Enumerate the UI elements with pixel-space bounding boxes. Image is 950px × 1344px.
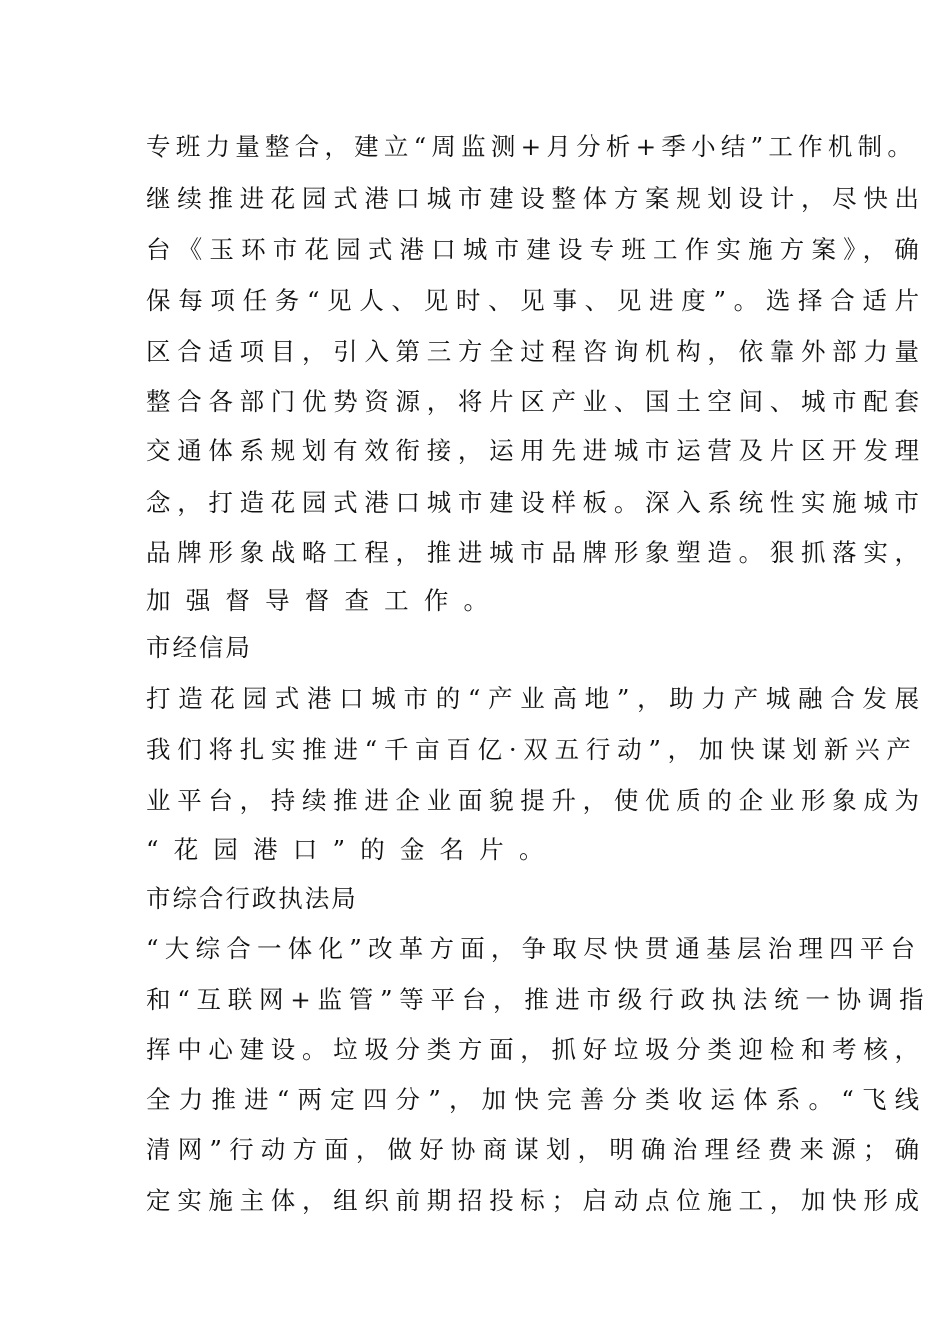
body-text-line: 念，打造花园式港口城市建设样板。深入系统性实施城市: [146, 488, 926, 517]
body-text-line: 保每项任务“见人、见时、见事、见进度”。选择合适片: [146, 286, 927, 315]
section-heading: 市经信局: [146, 633, 252, 662]
body-text-line: 清网”行动方面，做好协商谋划，明确治理经费来源；确: [146, 1135, 927, 1164]
section-heading: 市综合行政执法局: [146, 884, 358, 913]
body-text-line: 定实施主体，组织前期招投标；启动点位施工，加快形成: [146, 1186, 926, 1215]
body-text-line: 挥中心建设。垃圾分类方面，抓好垃圾分类迎检和考核，: [146, 1035, 926, 1064]
body-text-line: 继续推进花园式港口城市建设整体方案规划设计，尽快出: [146, 184, 926, 213]
body-text-line: 专班力量整合，建立“周监测+月分析+季小结”工作机制。: [146, 132, 918, 161]
body-text-line: 和“互联网+监管”等平台，推进市级行政执法统一协调指: [146, 985, 931, 1014]
body-text-line: 全力推进“两定四分”，加快完善分类收运体系。“飞线: [146, 1085, 928, 1114]
body-text-line: 品牌形象战略工程，推进城市品牌形象塑造。狠抓落实，: [146, 538, 926, 567]
body-text-line: 我们将扎实推进“千亩百亿·双五行动”，加快谋划新兴产: [146, 735, 918, 764]
body-text-line: 整合各部门优势资源，将片区产业、国土空间、城市配套: [146, 387, 926, 416]
body-text-line: “大综合一体化”改革方面，争取尽快贯通基层治理四平台: [146, 934, 922, 963]
body-text-line: 台《玉环市花园式港口城市建设专班工作实施方案》，确: [146, 235, 926, 264]
body-text-line: 业平台，持续推进企业面貌提升，使优质的企业形象成为: [146, 786, 926, 815]
body-text-line: 区合适项目，引入第三方全过程咨询机构，依靠外部力量: [146, 337, 926, 366]
body-text-line: “花园港口”的金名片。: [146, 835, 559, 864]
body-text-line: 打造花园式港口城市的“产业高地”，助力产城融合发展: [146, 684, 927, 713]
body-text-line: 交通体系规划有效衔接，运用先进城市运营及片区开发理: [146, 436, 926, 465]
body-text-line: 加强督导督查工作。: [146, 586, 504, 615]
